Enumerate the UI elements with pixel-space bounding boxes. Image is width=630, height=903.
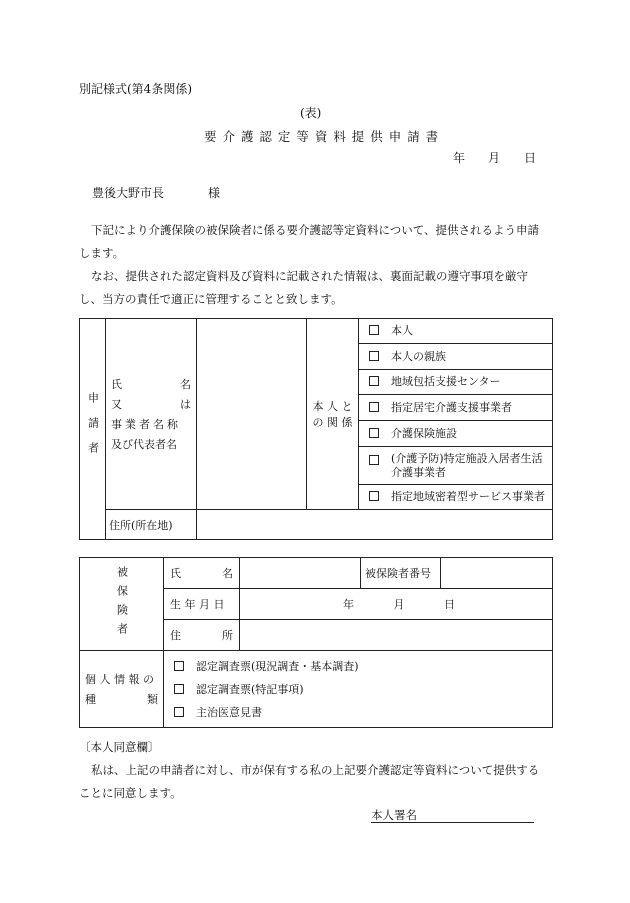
- checkbox-icon[interactable]: [369, 376, 379, 386]
- addressee: 豊後大野市長: [92, 186, 165, 200]
- page-title: 要 介 護 認 定 等 資 料 提 供 申 請 書: [204, 129, 440, 144]
- insured-name-label: 氏 名: [164, 558, 240, 589]
- intro-line: 下記により介護保険の被保険者に係る要介護認等定資料について、提供されるよう申請: [91, 223, 540, 237]
- date-year: 年: [453, 151, 466, 165]
- info-type-option[interactable]: 主治医意見書: [164, 701, 552, 724]
- birth-day: 日: [444, 598, 455, 611]
- insured-table: [79, 557, 553, 728]
- relation-label: 本 人 と の 関 係: [307, 319, 359, 510]
- name-label-row: 又 は: [111, 398, 191, 411]
- insured-section-label: 被保険者: [80, 558, 164, 651]
- consent-text: [79, 759, 539, 805]
- relation-option[interactable]: 本人の親族: [359, 344, 553, 370]
- checkbox-icon[interactable]: [369, 325, 379, 335]
- applicant-table: [79, 318, 553, 540]
- relation-option[interactable]: 本人: [359, 319, 553, 344]
- relation-option[interactable]: 地域包括支援センター: [359, 370, 553, 395]
- relation-option[interactable]: 介護保険施設: [359, 421, 553, 447]
- checkbox-icon[interactable]: [369, 491, 379, 501]
- side-label: (表): [300, 106, 322, 120]
- info-type-option[interactable]: 認定調査票(特記事項): [164, 678, 552, 701]
- info-type-option[interactable]: 認定調査票(現況調査・基本調査): [164, 655, 552, 678]
- form-reference: 別記様式(第4条関係): [79, 82, 192, 96]
- insured-number-label: 被保険者番号: [361, 558, 441, 589]
- checkbox-icon[interactable]: [369, 351, 379, 361]
- applicant-name-field[interactable]: [197, 319, 307, 510]
- insured-name-field[interactable]: [240, 558, 361, 589]
- relation-option[interactable]: 指定地域密着型サービス事業者: [359, 485, 553, 510]
- applicant-address-field[interactable]: [197, 510, 553, 540]
- intro-line: なお、提供された認定資料及び資料に記載された情報は、裏面記載の遵守事項を厳守: [91, 269, 528, 283]
- name-label-row: 事業者名称: [111, 418, 181, 431]
- consent-line: ことに同意します。: [79, 786, 182, 800]
- birth-year: 年: [343, 598, 354, 611]
- date-month: 月: [488, 151, 501, 165]
- date-day: 日: [524, 151, 537, 165]
- consent-heading: 〔本人同意欄〕: [79, 740, 160, 754]
- signature-field[interactable]: [371, 808, 534, 823]
- name-label-row: 及び代表者名: [111, 438, 177, 451]
- applicant-section-label: 申請者: [80, 319, 106, 540]
- birthdate-label: 生 年 月 日: [164, 589, 240, 620]
- relation-option[interactable]: 指定居宅介護支援事業者: [359, 395, 553, 421]
- info-type-options: [164, 651, 553, 728]
- birthdate-field[interactable]: [240, 589, 553, 620]
- info-type-label: 個 人 情 報 の 種 類: [80, 651, 164, 728]
- checkbox-icon[interactable]: [174, 661, 184, 671]
- birth-month: 月: [393, 598, 405, 611]
- checkbox-icon[interactable]: [174, 707, 184, 717]
- insured-address-field[interactable]: [240, 620, 553, 651]
- checkbox-icon[interactable]: [369, 402, 379, 412]
- applicant-name-label: [106, 319, 197, 510]
- intro-paragraph: [79, 219, 539, 311]
- insured-address-label: 住 所: [164, 620, 240, 651]
- intro-line: します。: [79, 246, 125, 260]
- relation-option[interactable]: (介護予防)特定施設入居者生活介護事業者: [359, 447, 553, 485]
- name-label-row: 氏 名: [111, 378, 191, 391]
- applicant-address-label: 住所(所在地): [106, 510, 197, 540]
- signature-label: 本人署名: [371, 808, 417, 822]
- checkbox-icon[interactable]: [174, 684, 184, 694]
- checkbox-icon[interactable]: [369, 428, 379, 438]
- checkbox-icon[interactable]: [369, 455, 379, 465]
- addressee-honorific: 様: [208, 186, 221, 200]
- consent-line: 私は、上記の申請者に対し、市が保有する私の上記要介護認定等資料について提供する: [91, 763, 540, 777]
- intro-line: し、当方の責任で適正に管理することと致します。: [79, 292, 343, 306]
- insured-number-field[interactable]: [441, 558, 553, 589]
